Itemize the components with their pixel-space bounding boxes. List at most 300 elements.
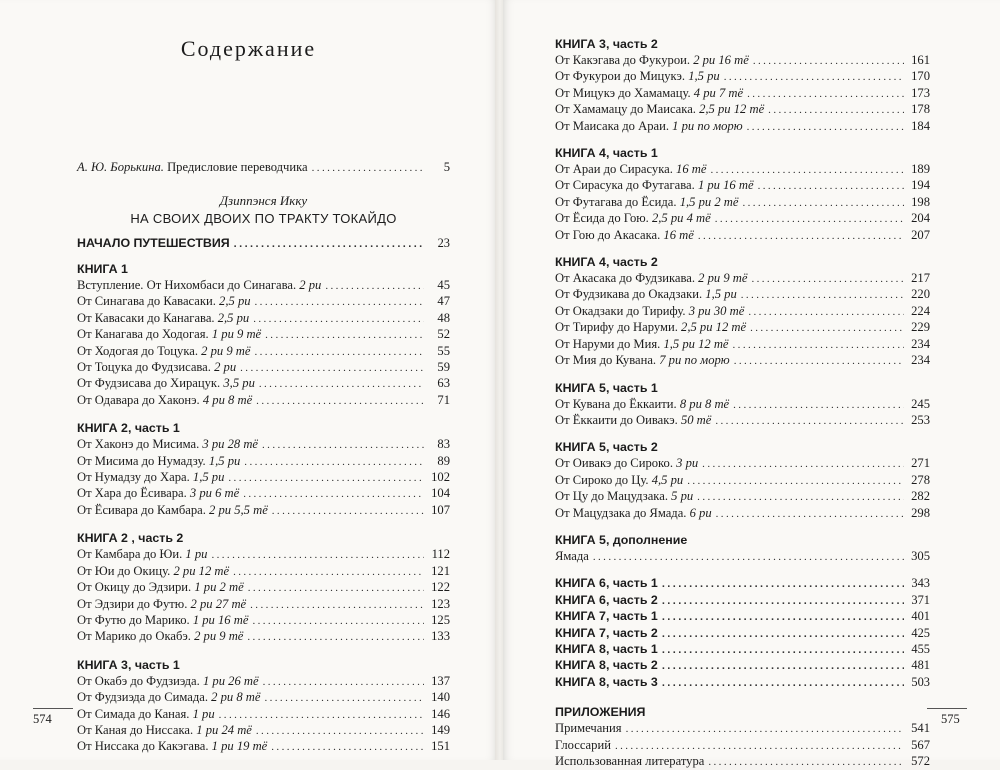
leader-dots [228,471,424,486]
leader-dots [724,70,904,85]
entry-page: 161 [911,53,930,67]
toc-entry [555,53,930,69]
toc-entry [77,613,450,629]
leader-dots [312,161,424,176]
toc-entry [555,178,930,194]
leader-dots [662,659,904,674]
entry-text: От Фудзисава до Хирацук. [77,376,221,391]
leader-dots [244,455,424,470]
leader-dots [256,394,424,409]
leader-dots [243,487,424,502]
entry-page: 107 [431,502,450,517]
leader-dots [234,237,424,252]
entry-page: 481 [911,658,930,673]
entry-text: КНИГА 8, часть 1 [555,641,658,656]
toc-entry [555,119,930,135]
entry-text: От Кавасаки до Канагава. [77,310,215,325]
entry-text: От Наруми до Мия. [555,336,661,351]
entry-text: От Канагава до Ходогая. [77,327,209,342]
entry-distance: 2 ри [299,278,322,292]
entry-page: 204 [911,211,930,226]
section-heading: КНИГА 5, часть 2 [555,440,658,455]
entry-page: 567 [911,737,930,752]
toc-entry [555,609,930,625]
entry-page: 52 [437,327,450,342]
entry-page: 122 [431,580,450,595]
leader-dots [747,120,904,135]
toc-entry [555,69,930,85]
toc-title: Содержание [180,36,317,61]
toc-entry [77,739,450,755]
entry-page: 140 [431,690,450,705]
entry-text: От Тоцука до Фудзисава. [77,360,211,375]
entry-text: От Ниссака до Какэгава. [77,739,209,754]
entry-text: От Футю до Марико. [77,612,190,627]
leader-dots [262,438,424,453]
entry-page: 45 [437,278,450,292]
preface-author: А. Ю. Борькина. [77,160,164,174]
entry-text: От Акасака до Фудзикава. [555,271,695,286]
entry-distance: 2,5 ри 12 тё [699,102,765,117]
entry-text: От Ёсивара до Камбара. [77,502,206,517]
folio-left: 574 [33,712,52,726]
folio-rule [33,708,73,709]
leader-dots [687,474,904,489]
work-author: Дзиппэнся Икку [219,193,308,208]
leader-dots [750,321,904,336]
entry-distance: 16 тё [676,162,707,177]
entry-page: 572 [911,754,930,768]
entry-page: 123 [431,596,450,611]
toc-section [555,705,930,770]
entry-page: 137 [431,673,450,688]
entry-text: КНИГА 7, часть 2 [555,625,658,640]
toc-entry [555,642,930,658]
entry-page: 48 [437,310,450,325]
toc-entry [555,489,930,505]
toc-entry [555,162,930,178]
entry-page: 83 [437,437,450,452]
leader-dots [255,295,424,310]
leader-dots [710,163,904,178]
entry-distance: 4,5 ри [651,472,684,487]
section-heading: КНИГА 4, часть 2 [555,255,658,270]
toc-section [555,440,930,522]
entry-text: От Хамамацу до Маисака. [555,102,696,117]
entry-distance: 1 ри 16 тё [697,178,754,193]
toc-entry [555,549,930,565]
leader-dots [716,507,904,522]
section-heading: КНИГА 5, часть 1 [555,380,658,395]
section-heading: КНИГА 4, часть 1 [555,146,658,161]
section-heading: КНИГА 2 , часть 2 [77,531,184,546]
entry-distance: 2 ри 27 тё [190,596,247,611]
leader-dots [265,328,424,343]
entry-distance: 1 ри по морю [672,118,743,133]
leader-dots [593,550,904,565]
section-heading: ПРИЛОЖЕНИЯ [555,705,646,720]
entry-distance: 4 ри 8 тё [202,392,253,407]
entry-text: КНИГА 6, часть 2 [555,592,658,607]
toc-entry [77,437,450,453]
entry-page: 125 [431,612,450,627]
toc-entry [77,723,450,739]
entry-distance: 1,5 ри 12 тё [663,336,729,351]
entry-text: От Фудзиэда до Симада. [77,690,208,705]
toc-entry [77,311,450,327]
entry-page: 253 [911,412,930,427]
toc-entry [555,456,930,472]
entry-distance: 2 ри 16 тё [693,53,749,67]
entry-text: От Фудзикава до Окадзаки. [555,287,703,302]
leader-dots [715,414,904,429]
entry-distance: 1,5 ри [192,470,225,485]
work-title: НА СВОИХ ДВОИХ ПО ТРАКТУ ТОКАЙДО [130,211,397,226]
toc-entry [77,503,450,519]
entry-distance: 3 ри 6 тё [189,486,240,501]
leader-dots [662,676,904,691]
leader-dots [747,87,904,102]
entry-distance: 1,5 ри [208,453,241,468]
entry-page: 89 [437,453,450,468]
entry-distance: 1,5 ри [688,69,720,84]
entry-distance: 16 тё [663,227,694,242]
entry-page: 151 [431,739,450,754]
entry-page: 194 [911,178,930,193]
entry-text: От Окицу до Эдзири. [77,580,192,595]
entry-text: От Тирифу до Наруми. [555,320,678,335]
toc-entry [77,327,450,343]
entry-distance: 1,5 ри 2 тё [679,194,739,209]
leader-dots [751,272,904,287]
entry-distance: 2,5 ри 4 тё [651,211,711,226]
toc-entry [555,626,930,642]
entry-text: Вступление. От Нихомбаси до Синагава. [77,278,297,292]
toc-entry [555,413,930,429]
start-entry [77,236,450,252]
entry-distance: 2 ри 9 тё [194,629,244,644]
toc-entry [555,211,930,227]
leader-dots [626,722,904,737]
start-page: 23 [437,236,450,250]
leader-dots [662,627,904,642]
leader-dots [768,103,904,118]
entry-page: 133 [431,629,450,644]
toc-entry [77,629,450,645]
entry-text: КНИГА 8, часть 3 [555,674,658,689]
entry-text: От Хара до Ёсивара. [77,486,187,501]
toc-entry [77,674,450,690]
toc-entry [77,393,450,409]
entry-distance: 2,5 ри [217,310,250,325]
entry-distance: 2 ри 12 тё [173,563,230,578]
entry-page: 282 [911,489,930,504]
leader-dots [733,338,904,353]
entry-text: От Маисака до Араи. [555,118,669,133]
leader-dots [252,614,424,629]
toc-entry [555,506,930,522]
entry-page: 224 [911,303,930,318]
entry-page: 112 [431,547,450,562]
entry-distance: 5 ри [671,489,694,504]
entry-distance: 50 тё [680,412,712,427]
entry-distance: 1 ри 9 тё [211,327,262,342]
leader-dots [741,288,904,303]
toc-entry [77,470,450,486]
entry-distance: 1 ри 24 тё [196,722,252,737]
entry-text: Использованная литература [555,754,705,768]
section-heading: КНИГА 1 [77,262,128,276]
leader-dots [708,755,904,770]
toc-entry [77,580,450,596]
toc-entry [77,486,450,502]
leader-dots [254,345,424,360]
leader-dots [272,504,424,519]
entry-distance: 2 ри [214,360,237,375]
toc-entry [555,228,930,244]
entry-text: От Одавара до Хаконэ. [77,392,200,407]
entry-page: 184 [911,118,930,133]
entry-text: КНИГА 8, часть 2 [555,658,658,673]
entry-text: От Мия до Кувана. [555,353,657,368]
preface-text: Предисловие переводчика [167,160,308,174]
entry-text: От Камбара до Юи. [77,547,183,562]
entry-page: 178 [911,102,930,117]
leader-dots [753,54,904,69]
entry-text: От Юи до Окицу. [77,563,171,578]
toc-entry [555,195,930,211]
entry-distance: 4 ри 7 тё [693,85,744,100]
leader-dots [662,643,904,658]
toc-entry [555,337,930,353]
entry-page: 217 [911,271,930,286]
entry-distance: 3,5 ри [223,376,255,391]
entry-distance: 3 ри 28 тё [202,437,259,452]
toc-entry [555,353,930,369]
preface-page: 5 [443,160,450,174]
toc-entry [555,86,930,102]
entry-text: От Марико до Окабэ. [77,629,191,644]
entry-page: 455 [911,641,930,656]
entry-distance: 2 ри 8 тё [211,690,261,705]
entry-text: От Мисима до Нумадзу. [77,453,206,468]
toc-entry [555,754,930,770]
entry-page: 170 [911,69,930,84]
leader-dots [697,490,904,505]
entry-text: От Араи до Сирасука. [555,162,673,177]
entry-distance: 1 ри [192,706,215,721]
entry-distance: 2,5 ри 12 тё [681,320,747,335]
entry-page: 245 [911,396,930,411]
toc-section [77,531,450,645]
entry-distance: 3 ри 30 тё [688,303,745,318]
entry-text: От Окабэ до Фудзиэда. [77,673,200,688]
entry-page: 298 [911,505,930,520]
toc-section [555,37,930,135]
entry-distance: 2,5 ри [219,294,251,309]
leader-dots [662,577,904,592]
entry-distance: 1 ри 16 тё [192,612,249,627]
entry-distance: 6 ри [689,505,712,520]
entry-page: 121 [431,563,450,578]
entry-text: Примечания [555,721,622,736]
toc-entry [77,564,450,580]
entry-text: От Цу до Мацудзака. [555,489,668,504]
entry-distance: 2 ри 9 тё [698,271,748,286]
entry-text: От Нумадзу до Хара. [77,470,190,485]
entry-page: 102 [431,470,450,485]
toc-section [555,146,930,244]
section-heading: КНИГА 2, часть 1 [77,421,180,436]
toc-entry [555,304,930,320]
leader-dots [253,312,424,327]
toc-section [77,421,450,519]
toc-entry [77,547,450,563]
entry-distance: 1 ри 26 тё [202,673,259,688]
entry-distance: 1,5 ри [705,287,737,302]
toc-section [555,533,930,565]
entry-text: КНИГА 7, часть 1 [555,609,658,624]
toc-entry [555,473,930,489]
leader-dots [702,457,904,472]
leader-dots [259,377,424,392]
leader-dots [715,212,904,227]
leader-dots [264,691,424,706]
folio-right: 575 [941,712,960,726]
leader-dots [733,398,904,413]
entry-page: 207 [911,227,930,242]
toc-entry [555,320,930,336]
entry-page: 55 [437,343,450,358]
leader-dots [698,229,904,244]
entry-page: 63 [437,376,450,391]
toc-entry [555,675,930,691]
books-list [555,576,930,691]
entry-text: От Какэгава до Фукурои. [555,53,691,67]
entry-page: 146 [431,706,450,721]
right-page [503,0,1000,768]
leader-dots [247,630,424,645]
entry-page: 189 [911,162,930,177]
entry-text: От Ёккаити до Оивакэ. [555,412,678,427]
entry-text: Ямада [555,548,589,563]
leader-dots [263,675,424,690]
entry-text: От Синагава до Кавасаки. [77,294,216,309]
leader-dots [742,196,904,211]
toc-entry [77,278,450,294]
entry-page: 401 [911,609,930,624]
entry-distance: 3 ри [676,456,699,471]
entry-page: 59 [437,360,450,375]
leader-dots [240,361,424,376]
toc-entry [77,690,450,706]
entry-page: 173 [911,85,930,100]
entry-text: От Хаконэ до Мисима. [77,437,200,452]
toc-entry [77,376,450,392]
toc-entry [77,360,450,376]
leader-dots [325,279,424,294]
entry-text: От Симада до Каная. [77,706,190,721]
leader-dots [256,724,424,739]
toc-entry [77,707,450,723]
toc-entry [77,294,450,310]
entry-text: От Гою до Акасака. [555,227,661,242]
leader-dots [219,708,424,723]
toc-entry [555,658,930,674]
toc-entry [555,397,930,413]
entry-page: 541 [911,721,930,736]
entry-page: 503 [911,674,930,689]
toc-entry [555,271,930,287]
entry-page: 47 [437,294,450,309]
entry-page: 425 [911,625,930,640]
entry-text: От Сироко до Цу. [555,472,649,487]
leader-dots [734,354,904,369]
entry-page: 198 [911,194,930,209]
folio-rule [927,708,967,709]
toc-section [555,255,930,369]
left-sections [77,262,450,768]
entry-distance: 1 ри 19 тё [211,739,268,754]
section-heading: КНИГА 5, дополнение [555,532,688,547]
entry-text: От Сирасука до Футагава. [555,178,695,193]
leader-dots [748,305,904,320]
leader-dots [662,594,904,609]
toc-entry [555,576,930,592]
toc-section [77,262,450,409]
toc-entry [77,597,450,613]
leader-dots [662,610,904,625]
entry-page: 278 [911,472,930,487]
entry-page: 220 [911,287,930,302]
entry-page: 104 [431,486,450,501]
entry-text: От Эдзири до Футю. [77,596,188,611]
leader-dots [758,179,904,194]
entry-page: 371 [911,592,930,607]
leader-dots [233,565,424,580]
entry-text: От Футагава до Ёсида. [555,194,677,209]
left-page [0,0,497,760]
leader-dots [271,740,424,755]
entry-text: От Ёсида до Гою. [555,211,649,226]
preface-entry [77,160,450,176]
toc-entry [77,454,450,470]
entry-distance: 7 ри по морю [659,353,730,368]
start-label: НАЧАЛО ПУТЕШЕСТВИЯ [77,236,230,250]
toc-entry [555,287,930,303]
entry-text: Глоссарий [555,737,611,752]
leader-dots [248,581,424,596]
leader-dots [615,739,904,754]
toc-entry [555,593,930,609]
entry-page: 234 [911,353,930,368]
entry-page: 229 [911,320,930,335]
entry-distance: 8 ри 8 тё [679,396,730,411]
entry-page: 271 [911,456,930,471]
section-heading: КНИГА 3, часть 2 [555,37,658,51]
leader-dots [250,598,424,613]
entry-text: От Мацудзака до Ямада. [555,505,687,520]
entry-text: От Окадзаки до Тирифу. [555,303,686,318]
entry-page: 234 [911,336,930,351]
entry-distance: 2 ри 9 тё [201,343,251,358]
toc-entry [77,344,450,360]
section-heading: КНИГА 3, часть 1 [77,657,180,672]
entry-text: От Мицукэ до Хамамацу. [555,85,691,100]
entry-text: От Ходогая до Тоцука. [77,343,198,358]
right-sections [555,37,930,770]
entry-text: От Оивакэ до Сироко. [555,456,673,471]
